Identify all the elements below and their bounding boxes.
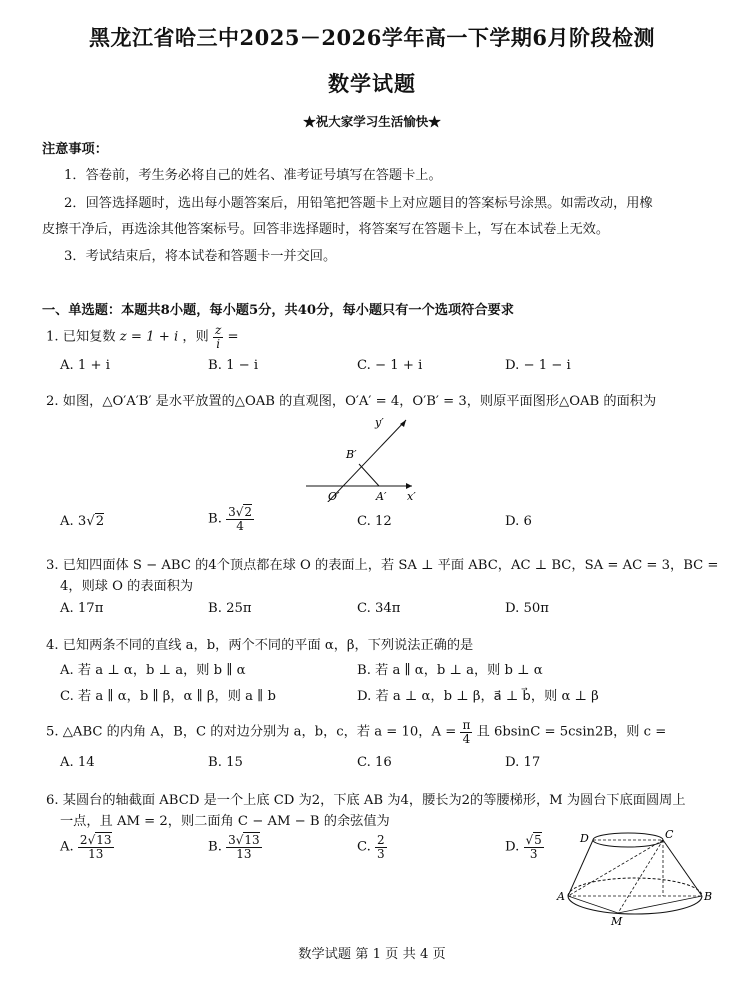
q6-option-a: [60, 834, 114, 860]
notes-heading: 注意事项：: [42, 142, 108, 157]
q3-option-c: C. 34π: [357, 601, 401, 616]
q1-option-b: B. 1 − i: [208, 358, 259, 373]
q6-a-num-root: 13: [96, 833, 112, 847]
q2-option-d: D. 6: [505, 514, 532, 529]
q3-option-b: B. 25π: [208, 601, 252, 616]
q5-option-b: B. 15: [208, 755, 243, 770]
question-6-line-1: 6. 某圆台的轴截面 ABCD 是一个上底 CD 为2，下底 AB 为4，腰长为2的等腰梯形，M 为圆台下底面圆周上: [46, 793, 686, 808]
q5-option-d: D. 17: [505, 755, 541, 770]
note-item-3: 3．考试结束后，将本试卷和答题卡一并交回。: [64, 249, 337, 264]
q1-fraction: [213, 324, 223, 350]
q1-stem-d: =: [227, 329, 239, 345]
q6-c-fraction: [375, 834, 387, 860]
q1-option-c: C. − 1 + i: [357, 358, 423, 373]
label-c: C: [665, 828, 674, 841]
q2-b-num-pre: 3: [228, 505, 236, 519]
segment-b-a: [359, 464, 379, 486]
q6-c-prefix: C.: [357, 839, 376, 855]
question-3-line-1: 3. 已知四面体 S − ABC 的4个顶点都在球 O 的表面上，若 SA ⊥ 平面 ABC，AC ⊥ BC，SA = AC = 3，BC =: [46, 558, 719, 573]
question-3-line-2: 4，则球 O 的表面积为: [60, 579, 194, 594]
q1-stem-a: 1. 已知复数: [46, 329, 116, 345]
q2-option-c: C. 12: [357, 514, 392, 529]
q6-d-prefix: D.: [505, 839, 524, 855]
page-footer: 数学试题 第 1 页 共 4 页: [298, 947, 446, 962]
bottom-ellipse-front: [568, 896, 702, 914]
q5-fraction: [460, 719, 472, 745]
bottom-ellipse-back: [568, 878, 702, 896]
x-axis-arrow: [406, 483, 412, 489]
note-item-2a: 2．回答选择题时，选出每小题答案后，用铅笔把答题卡上对应题目的答案标号涂黑。如需改动，用橡: [64, 196, 653, 211]
q6-d-den: 3: [529, 846, 538, 861]
q5-option-a: A. 14: [60, 755, 95, 770]
segment-ca: [568, 840, 663, 896]
q2-b-fraction: [226, 506, 254, 532]
note-item-2b: 皮擦干净后，再选涂其他答案标号。回答非选择题时，将答案写在答题卡上，写在本试卷上无效。: [42, 222, 610, 237]
q4-option-a: A. 若 a ⊥ α，b ⊥ a，则 b ∥ α: [60, 663, 246, 678]
q2-b-num: 3√2: [228, 505, 253, 519]
label-d: D: [580, 832, 589, 845]
q1-stem-c: ，则: [182, 329, 209, 345]
q6-option-b: [208, 834, 262, 860]
q6-c-num: 2: [377, 833, 385, 847]
q5-option-c: C. 16: [357, 755, 392, 770]
q2-a-root: 2: [95, 514, 105, 529]
q5-frac-num: π: [462, 718, 471, 732]
slogan: ★祝大家学习生活愉快★: [303, 114, 441, 129]
q6-option-d: [505, 834, 544, 860]
q6-a-fraction: [78, 834, 114, 860]
exam-title: 黑龙江省哈三中2025－2026学年高一下学期6月阶段检测: [88, 25, 655, 50]
question-1-stem: [46, 324, 239, 350]
q1-frac-den: i: [216, 336, 221, 351]
label-b: B: [704, 890, 713, 903]
segment-mb: [618, 896, 702, 913]
q1-frac-num: z: [214, 323, 222, 337]
q2-option-b: [208, 506, 254, 532]
q6-b-prefix: B.: [208, 839, 227, 855]
question-2-stem: 2. 如图，△O′A′B′ 是水平放置的△OAB 的直观图，O′A′ = 4，O′B′ = 3，则原平面图形△OAB 的面积为: [46, 394, 657, 409]
q5-stem-b: 且 6bsinC = 5csin2B，则 c =: [476, 724, 667, 740]
q5-stem-a: 5. △ABC 的内角 A，B，C 的对边分别为 a，b，c，若 a = 10，A =: [46, 724, 457, 740]
q6-a-num-pre: 2: [79, 833, 88, 847]
q3-option-d: D. 50π: [505, 601, 549, 616]
exam-subtitle: 数学试题: [328, 71, 416, 96]
q2-a-radical: √: [86, 514, 95, 529]
q2-a-prefix: A. 3: [60, 514, 87, 529]
q6-b-fraction: [226, 834, 262, 860]
q6-b-num-pre: 3: [228, 833, 236, 847]
note-item-1: 1．答卷前，考生务必将自己的姓名、准考证号填写在答题卡上。: [64, 168, 442, 183]
q6-d-num-root: 5: [534, 833, 542, 847]
segment-cm: [618, 840, 663, 913]
q4-option-b: B. 若 a ∥ α，b ⊥ a，则 b ⊥ α: [357, 663, 543, 678]
q6-a-prefix: A.: [60, 839, 78, 855]
q2-b-den: 4: [236, 518, 244, 533]
question-5-stem: [46, 719, 666, 745]
q2-option-a: [60, 514, 104, 529]
label-m: M: [611, 915, 623, 928]
q6-b-num-root: 13: [244, 833, 260, 847]
question-4-stem: 4. 已知两条不同的直线 a，b，两个不同的平面 α，β，下列说法正确的是: [46, 638, 474, 653]
q6-d-num: √5: [525, 833, 542, 847]
q1-option-d: D. − 1 − i: [505, 358, 571, 373]
q6-b-den: 13: [236, 846, 252, 861]
q2-b-prefix: B.: [208, 511, 227, 527]
y-label: y′: [375, 416, 384, 429]
q1-stem-b: z = 1 + i: [119, 329, 179, 345]
q6-b-num: 3√13: [228, 833, 260, 847]
q3-option-a: A. 17π: [60, 601, 104, 616]
q2-figure: [300, 412, 425, 502]
b-label: B′: [346, 448, 357, 461]
right-slant: [663, 840, 702, 896]
o-label: O′: [328, 490, 340, 502]
q6-a-num: 2√13: [79, 833, 112, 847]
q6-d-fraction: [524, 834, 544, 860]
q6-c-den: 3: [377, 846, 385, 861]
x-label: x′: [407, 490, 416, 502]
q6-a-den: 13: [88, 846, 104, 861]
q4-option-c: C. 若 a ∥ α，b ∥ β，α ∥ β，则 a ∥ b: [60, 689, 276, 704]
q2-b-num-root: 2: [244, 505, 253, 519]
q1-option-a: A. 1 + i: [60, 358, 110, 373]
q4-option-d: D. 若 a ⊥ α，b ⊥ β，a⃗ ⊥ b⃗，则 α ⊥ β: [357, 689, 599, 704]
question-6-line-2: 一点，且 AM = 2，则二面角 C − AM − B 的余弦值为: [60, 814, 390, 829]
left-slant: [568, 840, 593, 896]
q6-figure: [556, 826, 716, 928]
a-label: A′: [376, 490, 387, 502]
label-a: A: [557, 890, 565, 903]
section-heading: 一、单选题：本题共8小题，每小题5分，共40分，每小题只有一个选项符合要求: [42, 303, 514, 318]
q5-frac-den: 4: [462, 731, 471, 746]
q6-option-c: [357, 834, 387, 860]
